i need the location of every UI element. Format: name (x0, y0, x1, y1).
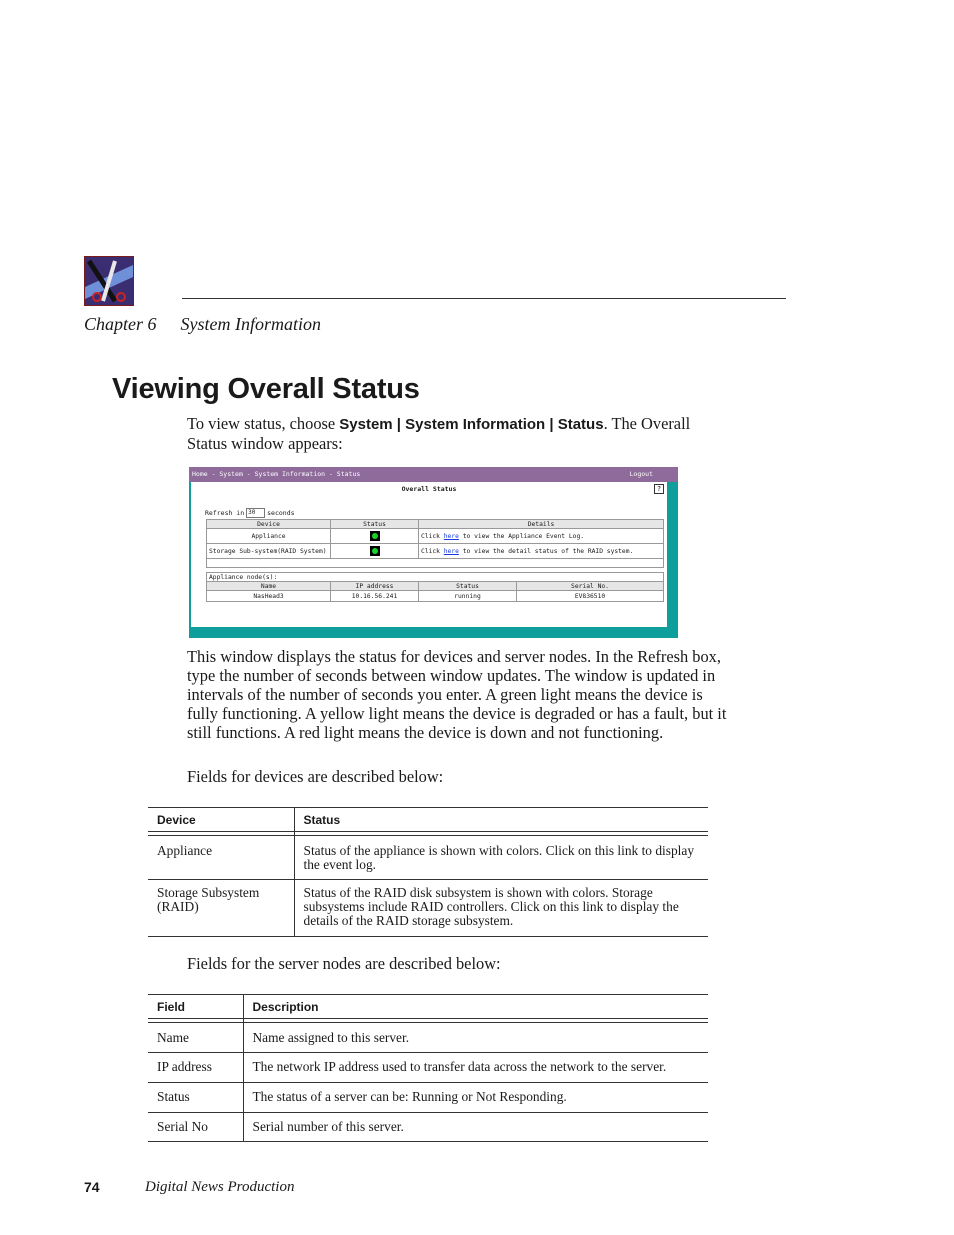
details-cell (419, 544, 664, 559)
grid-header: Device (207, 520, 331, 529)
table-header-row (148, 807, 708, 836)
grid-row (207, 529, 664, 544)
field-name: Appliance (157, 843, 213, 858)
overall-status-screenshot (189, 467, 678, 638)
chapter-title: System Information (180, 314, 321, 334)
details-text: Click (421, 532, 444, 540)
field-name: Serial No (148, 1112, 243, 1141)
details-text: to view the Appliance Event Log. (458, 532, 585, 540)
chapter-header (84, 314, 321, 335)
screenshot-nav-bar (189, 467, 678, 482)
column-header: Field (157, 1000, 186, 1014)
help-icon: ? (654, 484, 664, 494)
grid-row (207, 544, 664, 559)
field-description: Serial number of this server. (243, 1112, 708, 1141)
menu-path: System | System Information | Status (339, 416, 604, 433)
panel-title: Overall Status (401, 485, 457, 493)
table-rule (148, 936, 708, 937)
device-fields-table (148, 807, 708, 936)
table-row (148, 879, 708, 936)
green-status-light-icon (370, 531, 380, 541)
refresh-units: seconds (267, 509, 295, 517)
details-text: Click (421, 547, 444, 555)
table-row (148, 1082, 708, 1112)
table-rule (148, 1141, 708, 1142)
table-row (148, 1023, 708, 1052)
details-cell (419, 529, 664, 544)
logout-link: Logout (629, 470, 653, 478)
field-description: The status of a server can be: Running or Not Responding. (243, 1082, 708, 1112)
breadcrumb: Home - System - System Information - Status (192, 470, 361, 478)
device-name: Storage Sub-system(RAID System) (207, 544, 331, 559)
node-name: NasHead3 (207, 591, 331, 602)
grid-header: Name (207, 582, 331, 591)
grid-header: Status (331, 520, 419, 529)
field-description: Status of the RAID disk subsystem is shown with colors. Storage subsystems include RAID controllers. Click on this link to display the details of the RAID storage subsystem. (294, 879, 708, 936)
table-row (148, 1112, 708, 1141)
grid-header: Details (419, 520, 664, 529)
section-heading: Viewing Overall Status (112, 373, 420, 405)
column-header: Device (157, 813, 196, 827)
node-status-grid (206, 572, 664, 602)
node-ip: 10.16.56.241 (331, 591, 419, 602)
page-number: 74 (84, 1179, 100, 1195)
status-cell (331, 529, 419, 544)
node-serial: EV836510 (517, 591, 664, 602)
nodes-label-row (207, 573, 664, 582)
grid-header: Serial No. (517, 582, 664, 591)
header-rule (182, 298, 786, 299)
raid-status-link: here (443, 547, 459, 555)
event-log-link: here (443, 532, 459, 540)
nodes-label: Appliance node(s): (207, 573, 664, 582)
panel-footer-band (189, 627, 678, 638)
grid-header: Status (419, 582, 517, 591)
node-fields-table (148, 994, 708, 1141)
intro-text: To view status, choose (187, 414, 340, 433)
grid-header: IP address (331, 582, 419, 591)
field-description: Status of the appliance is shown with colors. Click on this link to display the event log. (294, 836, 708, 879)
field-name: Storage Subsystem (RAID) (148, 879, 294, 936)
refresh-label: Refresh in (205, 509, 245, 517)
node-status: running (419, 591, 517, 602)
grid-header-row (207, 520, 664, 529)
field-description: The network IP address used to transfer data across the network to the server. (243, 1052, 708, 1082)
field-name: Status (148, 1082, 243, 1112)
field-name: Name (157, 1030, 189, 1045)
device-name: Appliance (207, 529, 331, 544)
grid-row (207, 591, 664, 602)
intro-paragraph (187, 414, 727, 453)
book-title: Digital News Production (145, 1179, 295, 1195)
body-paragraph: This window displays the status for devices and server nodes. In the Refresh box, type the number of seconds between window updates. The window is updated in intervals of the number of seconds you enter. A green light means the device is fully functioning. A yellow light means the device is degraded or has a fault, but it still functions. A red light means the device is down and not functioning. (187, 647, 727, 742)
table-header-row (148, 994, 708, 1023)
grid-header-row (207, 582, 664, 591)
column-header: Status (294, 807, 708, 836)
devices-intro: Fields for devices are described below: (187, 767, 444, 786)
product-logo-icon (84, 256, 134, 306)
grid-spacer-row (207, 559, 664, 568)
green-status-light-icon (370, 546, 380, 556)
nodes-intro: Fields for the server nodes are described below: (187, 954, 501, 973)
column-header: Description (243, 994, 708, 1023)
status-cell (331, 544, 419, 559)
details-text: to view the detail status of the RAID system. (458, 547, 634, 555)
table-row (148, 836, 708, 879)
field-description: Name assigned to this server. (243, 1023, 708, 1052)
chapter-number: Chapter 6 (84, 314, 157, 334)
device-status-grid (206, 519, 664, 568)
refresh-input: 30 (246, 508, 265, 518)
refresh-control (205, 508, 295, 518)
status-panel (191, 482, 667, 627)
intro-text-end: . The Overall Status window appears: (187, 414, 691, 453)
field-name: IP address (148, 1052, 243, 1082)
table-row (148, 1052, 708, 1082)
